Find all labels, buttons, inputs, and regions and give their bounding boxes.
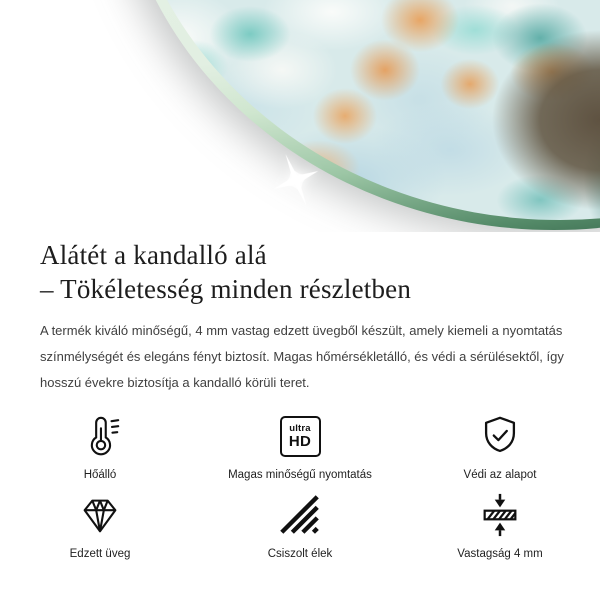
feature-label: Csiszolt élek bbox=[267, 548, 333, 560]
feature-tempered-glass bbox=[0, 491, 200, 560]
feature-label: Védi az alapot bbox=[463, 469, 537, 481]
page-title-line1: Alátét a kandalló alá bbox=[40, 240, 267, 270]
hero-product-image bbox=[0, 0, 600, 232]
diamond-icon bbox=[77, 491, 123, 539]
product-description bbox=[40, 318, 564, 396]
feature-grid bbox=[0, 412, 600, 560]
thermometer-icon bbox=[77, 412, 123, 460]
feature-thickness bbox=[400, 491, 600, 560]
description-line: hosszú évekre biztosítja a kandalló körüli teret. bbox=[40, 375, 310, 390]
ultra-hd-icon-text-bottom: HD bbox=[288, 432, 312, 450]
description-line: A termék kiváló minőségű, 4 mm vastag edzett üvegből készült, amely kiemeli a nyomtatás bbox=[40, 323, 563, 338]
feature-heat-resistant bbox=[0, 412, 200, 481]
feature-label: Vastagság 4 mm bbox=[457, 548, 543, 560]
page-title-line2: – Tökéletesség minden részletben bbox=[40, 274, 412, 304]
feature-hd-print bbox=[200, 412, 400, 481]
feature-label: Edzett üveg bbox=[69, 548, 131, 560]
feature-label: Magas minőségű nyomtatás bbox=[228, 469, 372, 481]
polished-edge-icon bbox=[277, 491, 323, 539]
feature-protects-base bbox=[400, 412, 600, 481]
ultra-hd-icon bbox=[280, 412, 321, 460]
description-line: színmélységét és elegáns fényt biztosít. Magas hőmérsékletálló, és védi a sérülésektől, így bbox=[40, 349, 564, 364]
product-copy-section bbox=[0, 232, 600, 396]
feature-polished-edges bbox=[200, 491, 400, 560]
ultra-hd-icon-text-top: ultra bbox=[289, 422, 311, 434]
shield-check-icon bbox=[477, 412, 523, 460]
page-title bbox=[40, 238, 560, 306]
thickness-icon bbox=[477, 491, 523, 539]
feature-label: Hőálló bbox=[83, 469, 117, 481]
